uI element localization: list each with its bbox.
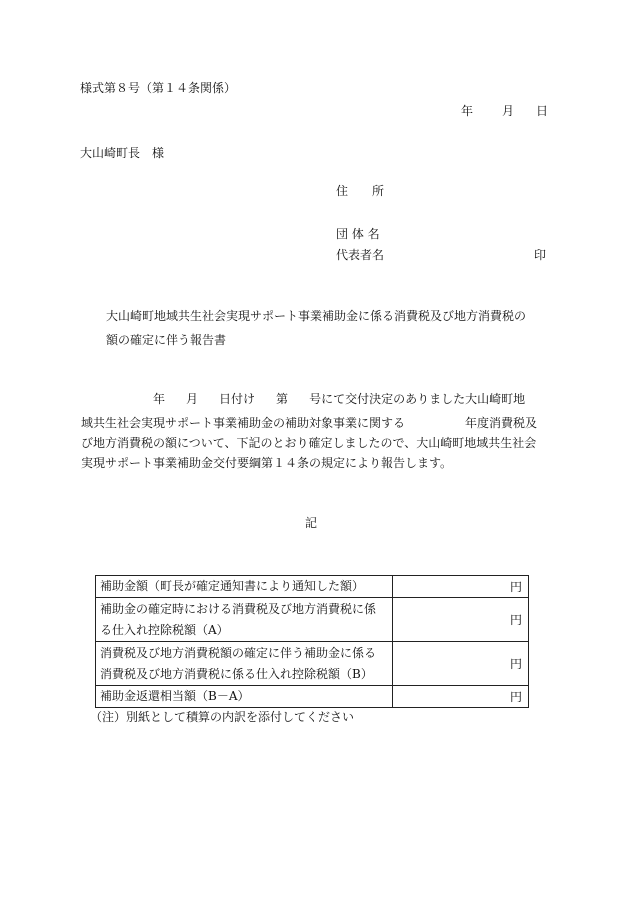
table-cell-item	[96, 686, 393, 708]
item-text-line: 補助金額（町長が確定通知書により通知した額）	[100, 579, 365, 593]
amount-cell	[393, 598, 529, 642]
yen-unit: 円	[509, 690, 522, 704]
item-text-line: 消費税及び地方消費税に係る仕入れ控除税額（B）	[100, 666, 373, 681]
amount-cell	[393, 642, 529, 686]
body-line-1	[81, 393, 547, 405]
body-dated-label: 日付け	[219, 392, 256, 406]
yen-unit: 円	[509, 657, 522, 671]
report-title-line-2: 額の確定に伴う報告書	[106, 333, 227, 347]
body-month-label: 月	[186, 392, 199, 406]
item-text-line: 消費税及び地方消費税額の確定に伴う補助金に係る	[100, 645, 377, 660]
table-row	[96, 686, 529, 708]
item-text-line: る仕入れ控除税額（A）	[100, 622, 229, 637]
addressee: 大山崎町長 様	[80, 146, 165, 160]
amount-cell	[393, 686, 529, 708]
table-cell-item	[96, 642, 393, 686]
seal-mark: 印	[534, 248, 547, 262]
date-month: 月	[502, 104, 515, 118]
form-number: 様式第８号（第１４条関係）	[80, 81, 237, 95]
yen-unit: 円	[509, 613, 522, 627]
body-line-4: 実現サポート事業補助金交付要綱第１４条の規定により報告します。	[81, 456, 453, 470]
table-cell-item	[96, 598, 393, 642]
representative-label: 代表者名	[336, 248, 385, 262]
body-line-2-a: 域共生社会実現サポート事業補助金の補助対象事業に関する	[81, 416, 406, 430]
body-line-3: び地方消費税の額について、下記のとおり確定しましたので、大山崎町地域共生社会	[81, 436, 537, 450]
table-cell-item	[96, 576, 393, 598]
table-row	[96, 598, 529, 642]
org-name-label: 団 体 名	[336, 227, 380, 241]
table-row	[96, 642, 529, 686]
body-number-prefix: 第	[276, 392, 289, 406]
address-label: 住 所	[336, 184, 385, 198]
amount-cell	[393, 576, 529, 598]
date-year: 年	[461, 104, 474, 118]
table-row	[96, 576, 529, 598]
date-line	[458, 105, 548, 119]
report-table	[95, 575, 529, 708]
body-line-2	[81, 417, 547, 429]
body-year-label: 年	[153, 392, 166, 406]
attachment-note: （注）別紙として積算の内訳を添付してください	[90, 710, 355, 724]
yen-unit: 円	[509, 580, 522, 594]
body-line-1-rest: 号にて交付決定のありました大山崎町地	[309, 392, 526, 406]
item-text-line: 補助金の確定時における消費税及び地方消費税に係	[100, 601, 377, 616]
ki-heading: 記	[305, 516, 318, 530]
report-title-line-1: 大山崎町地域共生社会実現サポート事業補助金に係る消費税及び地方消費税の	[106, 309, 527, 323]
item-text-line: 補助金返還相当額（B－A）	[100, 689, 250, 703]
date-day: 日	[536, 104, 549, 118]
body-line-2-b: 年度消費税及	[465, 416, 538, 430]
